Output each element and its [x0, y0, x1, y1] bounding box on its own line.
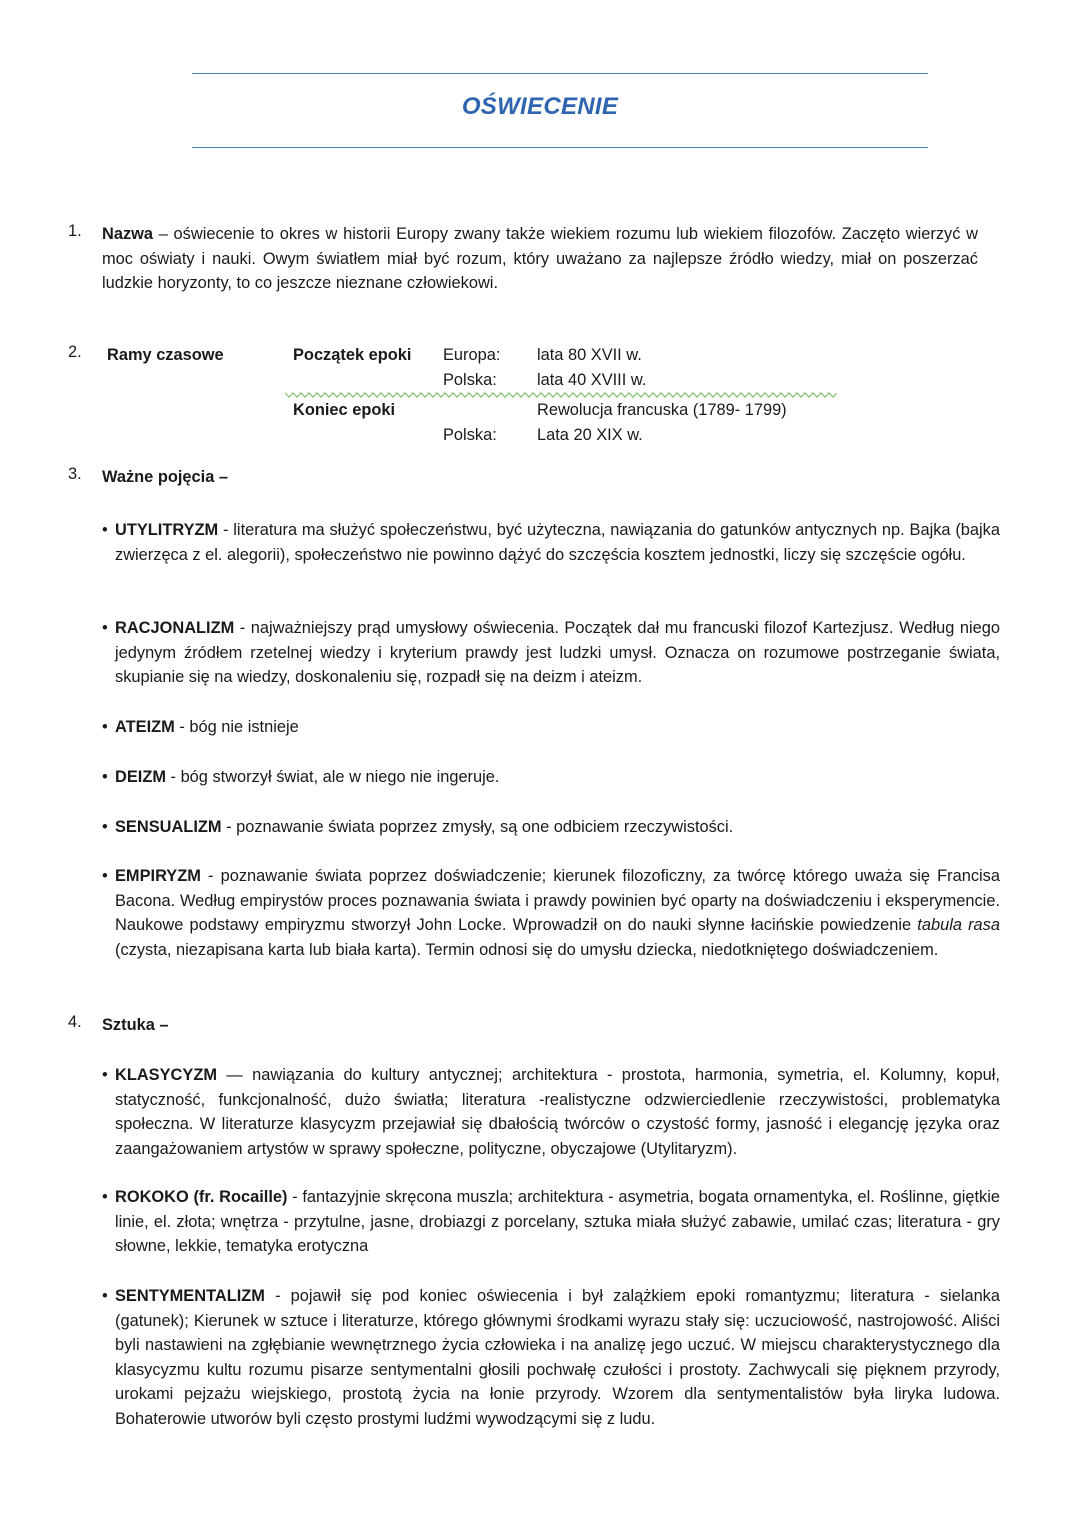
art-term: SENTYMENTALIZM: [115, 1287, 265, 1305]
concept-text: - bóg stworzył świat, ale w niego nie ingeruje.: [166, 768, 500, 786]
concept-text: - literatura ma służyć społeczeństwu, być użyteczna, nawiązania do gatunków antycznych np. Bajka (bajka zwierzęca z el. alegorii), społeczeństwo nie powinno dążyć do szczęścia kosztem jednostki, liczy się szczęście ogółu.: [115, 521, 1000, 564]
concept-utylitaryzm: [102, 518, 1000, 567]
art-term: KLASYCYZM: [115, 1066, 217, 1084]
section-1-number: 1.: [68, 222, 82, 240]
section-4-heading: Sztuka –: [102, 1016, 169, 1034]
section-2-heading: Ramy czasowe: [107, 346, 224, 364]
page-title: OŚWIECENIE: [461, 93, 619, 120]
concept-text: - najważniejszy prąd umysłowy oświecenia. Początek dał mu francuski filozof Kartezjusz. Według niego jedynym źródłem rzetelnej wiedzy i kryterium prawdy jest ludzki umysł. Oznacza on rozumowe postrzeganie świata, skupianie się na wiedzy, doskonaleniu się, rozpadł się na deizm i ateizm.: [115, 619, 1000, 686]
title-rule-top: [192, 73, 928, 74]
end-poland-label: Polska:: [443, 426, 497, 444]
section-3-heading: Ważne pojęcia –: [102, 468, 229, 486]
bullet-dot: •: [102, 619, 108, 637]
section-3-number: 3.: [68, 465, 82, 483]
start-europe-label: Europa:: [443, 346, 501, 364]
section-4-number: 4.: [68, 1013, 82, 1031]
end-epoch-label: Koniec epoki: [293, 401, 396, 419]
start-poland-value: lata 40 XVIII w.: [537, 371, 647, 389]
art-term: ROKOKO (fr. Rocaille): [115, 1188, 288, 1206]
art-text: - pojawił się pod koniec oświecenia i był zalążkiem epoki romantyzmu; literatura - sielanka (gatunek); Kierunek w sztuce i literaturze, którego głównymi środkami wyrazu stały się: uczuciowość, nastrojowość. Aliści byli nastawieni na zgłębianie wewnętrznego życia człowieka i na analizę jego uczuć. W miejscu charakterystycznego dla klasycyzmu kultu rozumu pisarze sentymentalni głosili pochwałę czułości i prostoty. Zachwycali się pięknem przyrody, urokami pejzażu wiejskiego, prostotą życia na łonie przyrody. Wzorem dla sentymentalistów była liryka ludowa. Bohaterowie utworów byli często prostymi ludźmi wywodzącymi się z ludu.: [115, 1287, 1000, 1428]
bullet-dot: •: [102, 718, 108, 736]
concept-racjonalizm: [102, 616, 1000, 690]
art-sentymentalizm: [102, 1284, 1000, 1431]
section-1-paragraph: [102, 222, 978, 296]
bullet-dot: •: [102, 1066, 108, 1084]
concept-term: DEIZM: [115, 768, 166, 786]
art-text: - fantazyjnie skręcona muszla; architektura - asymetria, bogata ornamentyka, el. Roślinne, giętkie linie, el. złota; wnętrza - przytulne, jasne, drobiazgi z porcelany, sztuka miała służyć zabawie, umilać czas; literatura - gry słowne, lekkie, tematyka erotyczna: [115, 1188, 1000, 1255]
section-1-heading: Nazwa: [102, 225, 154, 243]
concept-sensualizm: [102, 815, 1000, 840]
bullet-dot: •: [102, 867, 108, 885]
start-poland-label: Polska:: [443, 371, 497, 389]
end-poland-value: Lata 20 XIX w.: [537, 426, 643, 444]
concept-empiryzm: [102, 864, 1000, 962]
concept-deizm: [102, 765, 1000, 790]
start-epoch-label: Początek epoki: [293, 346, 412, 364]
concept-text: - poznawanie świata poprzez doświadczenie; kierunek filozoficzny, za twórcę którego uważa się Francisa Bacona. Według empirystów proces poznawania świata i prawdy powinien być oparty na doświadczeniu i eksperymencie. Naukowe podstawy empiryzmu stworzył John Locke. Wprowadził on do nauki słynne łacińskie powiedzenie: [115, 867, 1000, 934]
bullet-dot: •: [102, 768, 108, 786]
concept-term: RACJONALIZM: [115, 619, 235, 637]
concept-term: ATEIZM: [115, 718, 175, 736]
bullet-dot: •: [102, 1188, 108, 1206]
concept-text: - poznawanie świata poprzez zmysły, są one odbiciem rzeczywistości.: [221, 818, 734, 836]
bullet-dot: •: [102, 1287, 108, 1305]
concept-term: EMPIRYZM: [115, 867, 201, 885]
concept-latin-phrase: tabula rasa: [917, 916, 1000, 934]
concept-ateizm: [102, 715, 1000, 740]
art-text: — nawiązania do kultury antycznej; architektura - prostota, harmonia, symetria, el. Kolumny, kopuł, statyczność, funkcjonalność, dużo światła; literatura -realistyczne odzwierciedlenie rzeczywistości, problematyka społeczna. W literaturze klasycyzm przejawiał się dbałością twórców o czystość formy, jasność i elegancję języka oraz zaangażowaniem artystów w sprawy społeczne, polityczne, obyczajowe (Utylitaryzm).: [115, 1066, 1000, 1158]
concept-text-continued: (czysta, niezapisana karta lub biała karta). Termin odnosi się do umysłu dziecka, niedotkniętego doświadczeniem.: [115, 940, 939, 959]
title-rule-bottom: [192, 147, 928, 148]
concept-term: SENSUALIZM: [115, 818, 222, 836]
bullet-dot: •: [102, 818, 108, 836]
section-1-text: – oświecenie to okres w historii Europy zwany także wiekiem rozumu lub wiekiem filozofów. Zaczęto wierzyć w moc oświaty i nauki. Owym światłem miał być rozum, który uważano za najlepsze źródło wiedzy, miał on poszerzać ludzkie horyzonty, to co jeszcze nieznane człowiekowi.: [102, 225, 978, 292]
concept-text: - bóg nie istnieje: [174, 718, 299, 736]
section-2-number: 2.: [68, 343, 82, 361]
bullet-dot: •: [102, 521, 108, 539]
art-rokoko: [102, 1185, 1000, 1259]
start-europe-value: lata 80 XVII w.: [537, 346, 642, 364]
art-klasycyzm: [102, 1063, 1000, 1161]
concept-term: UTYLITRYZM: [115, 521, 219, 539]
end-europe-value: Rewolucja francuska (1789- 1799): [537, 401, 787, 419]
